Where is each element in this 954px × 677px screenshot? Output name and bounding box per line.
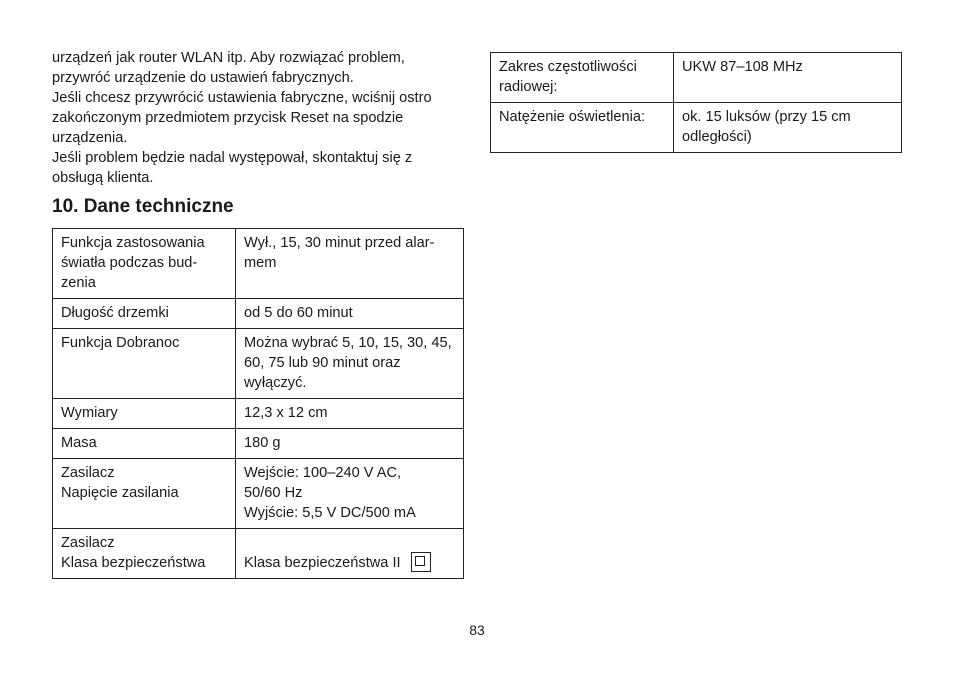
spec-label: Długość drzemki xyxy=(53,299,236,329)
spec-label: Funkcja Dobranoc xyxy=(53,329,236,399)
section-heading: 10. Dane techniczne xyxy=(52,196,234,217)
spec-value-line: Wyjście: 5,5 V DC/500 mA xyxy=(244,505,416,521)
protection-class-ii-icon xyxy=(411,552,431,572)
spec-value: UKW 87–108 MHz xyxy=(674,53,902,103)
intro-paragraph: urządzeń jak router WLAN itp. Aby rozwiązać problem, przywróć urządzenie do ustawień fabrycznych. xyxy=(52,50,405,86)
spec-value: Można wybrać 5, 10, 15, 30, 45, 60, 75 lub 90 minut oraz wyłączyć. xyxy=(236,329,464,399)
spec-label: Funkcja zastosowania światła podczas bud- zenia xyxy=(53,229,236,299)
intro-text xyxy=(52,48,464,188)
table-row xyxy=(53,229,464,299)
intro-paragraph: Jeśli chcesz przywrócić ustawienia fabryczne, wciśnij ostro zakończonym przedmiotem przycisk Reset na spodzie urządzenia. xyxy=(52,90,432,146)
spec-value xyxy=(236,459,464,529)
spec-value-line: 50/60 Hz xyxy=(244,485,303,501)
spec-value: 180 g xyxy=(236,429,464,459)
spec-label: Wymiary xyxy=(53,399,236,429)
table-row xyxy=(53,529,464,579)
table-row xyxy=(53,329,464,399)
table-row xyxy=(53,429,464,459)
table-row xyxy=(53,399,464,429)
spec-label xyxy=(53,529,236,579)
spec-label-line: Zasilacz xyxy=(61,465,115,481)
table-row xyxy=(53,299,464,329)
intro-paragraph: Jeśli problem będzie nadal występował, skontaktuj się z obsługą klienta. xyxy=(52,150,413,186)
spec-label: Masa xyxy=(53,429,236,459)
spec-value xyxy=(236,529,464,579)
technical-data-table xyxy=(52,228,464,579)
table-row xyxy=(491,53,902,103)
table-row xyxy=(491,103,902,153)
protection-class-text: Klasa bezpieczeństwa II xyxy=(244,555,401,571)
spec-value: od 5 do 60 minut xyxy=(236,299,464,329)
table-row xyxy=(53,459,464,529)
spec-label-line: Napięcie zasilania xyxy=(61,485,179,501)
spec-value: ok. 15 luksów (przy 15 cm odległości) xyxy=(674,103,902,153)
spec-value-line: Wejście: 100–240 V AC, xyxy=(244,465,402,481)
technical-data-table-continued xyxy=(490,52,902,153)
spec-label xyxy=(53,459,236,529)
spec-value: Wył., 15, 30 minut przed alar- mem xyxy=(236,229,464,299)
page-number: 83 xyxy=(469,622,485,638)
spec-value: 12,3 x 12 cm xyxy=(236,399,464,429)
spec-label: Zakres częstotliwości radiowej: xyxy=(491,53,674,103)
protection-class-value xyxy=(244,552,455,573)
spec-label-line: Klasa bezpieczeństwa xyxy=(61,555,206,571)
spec-label-line: Zasilacz xyxy=(61,535,115,551)
spec-label: Natężenie oświetlenia: xyxy=(491,103,674,153)
